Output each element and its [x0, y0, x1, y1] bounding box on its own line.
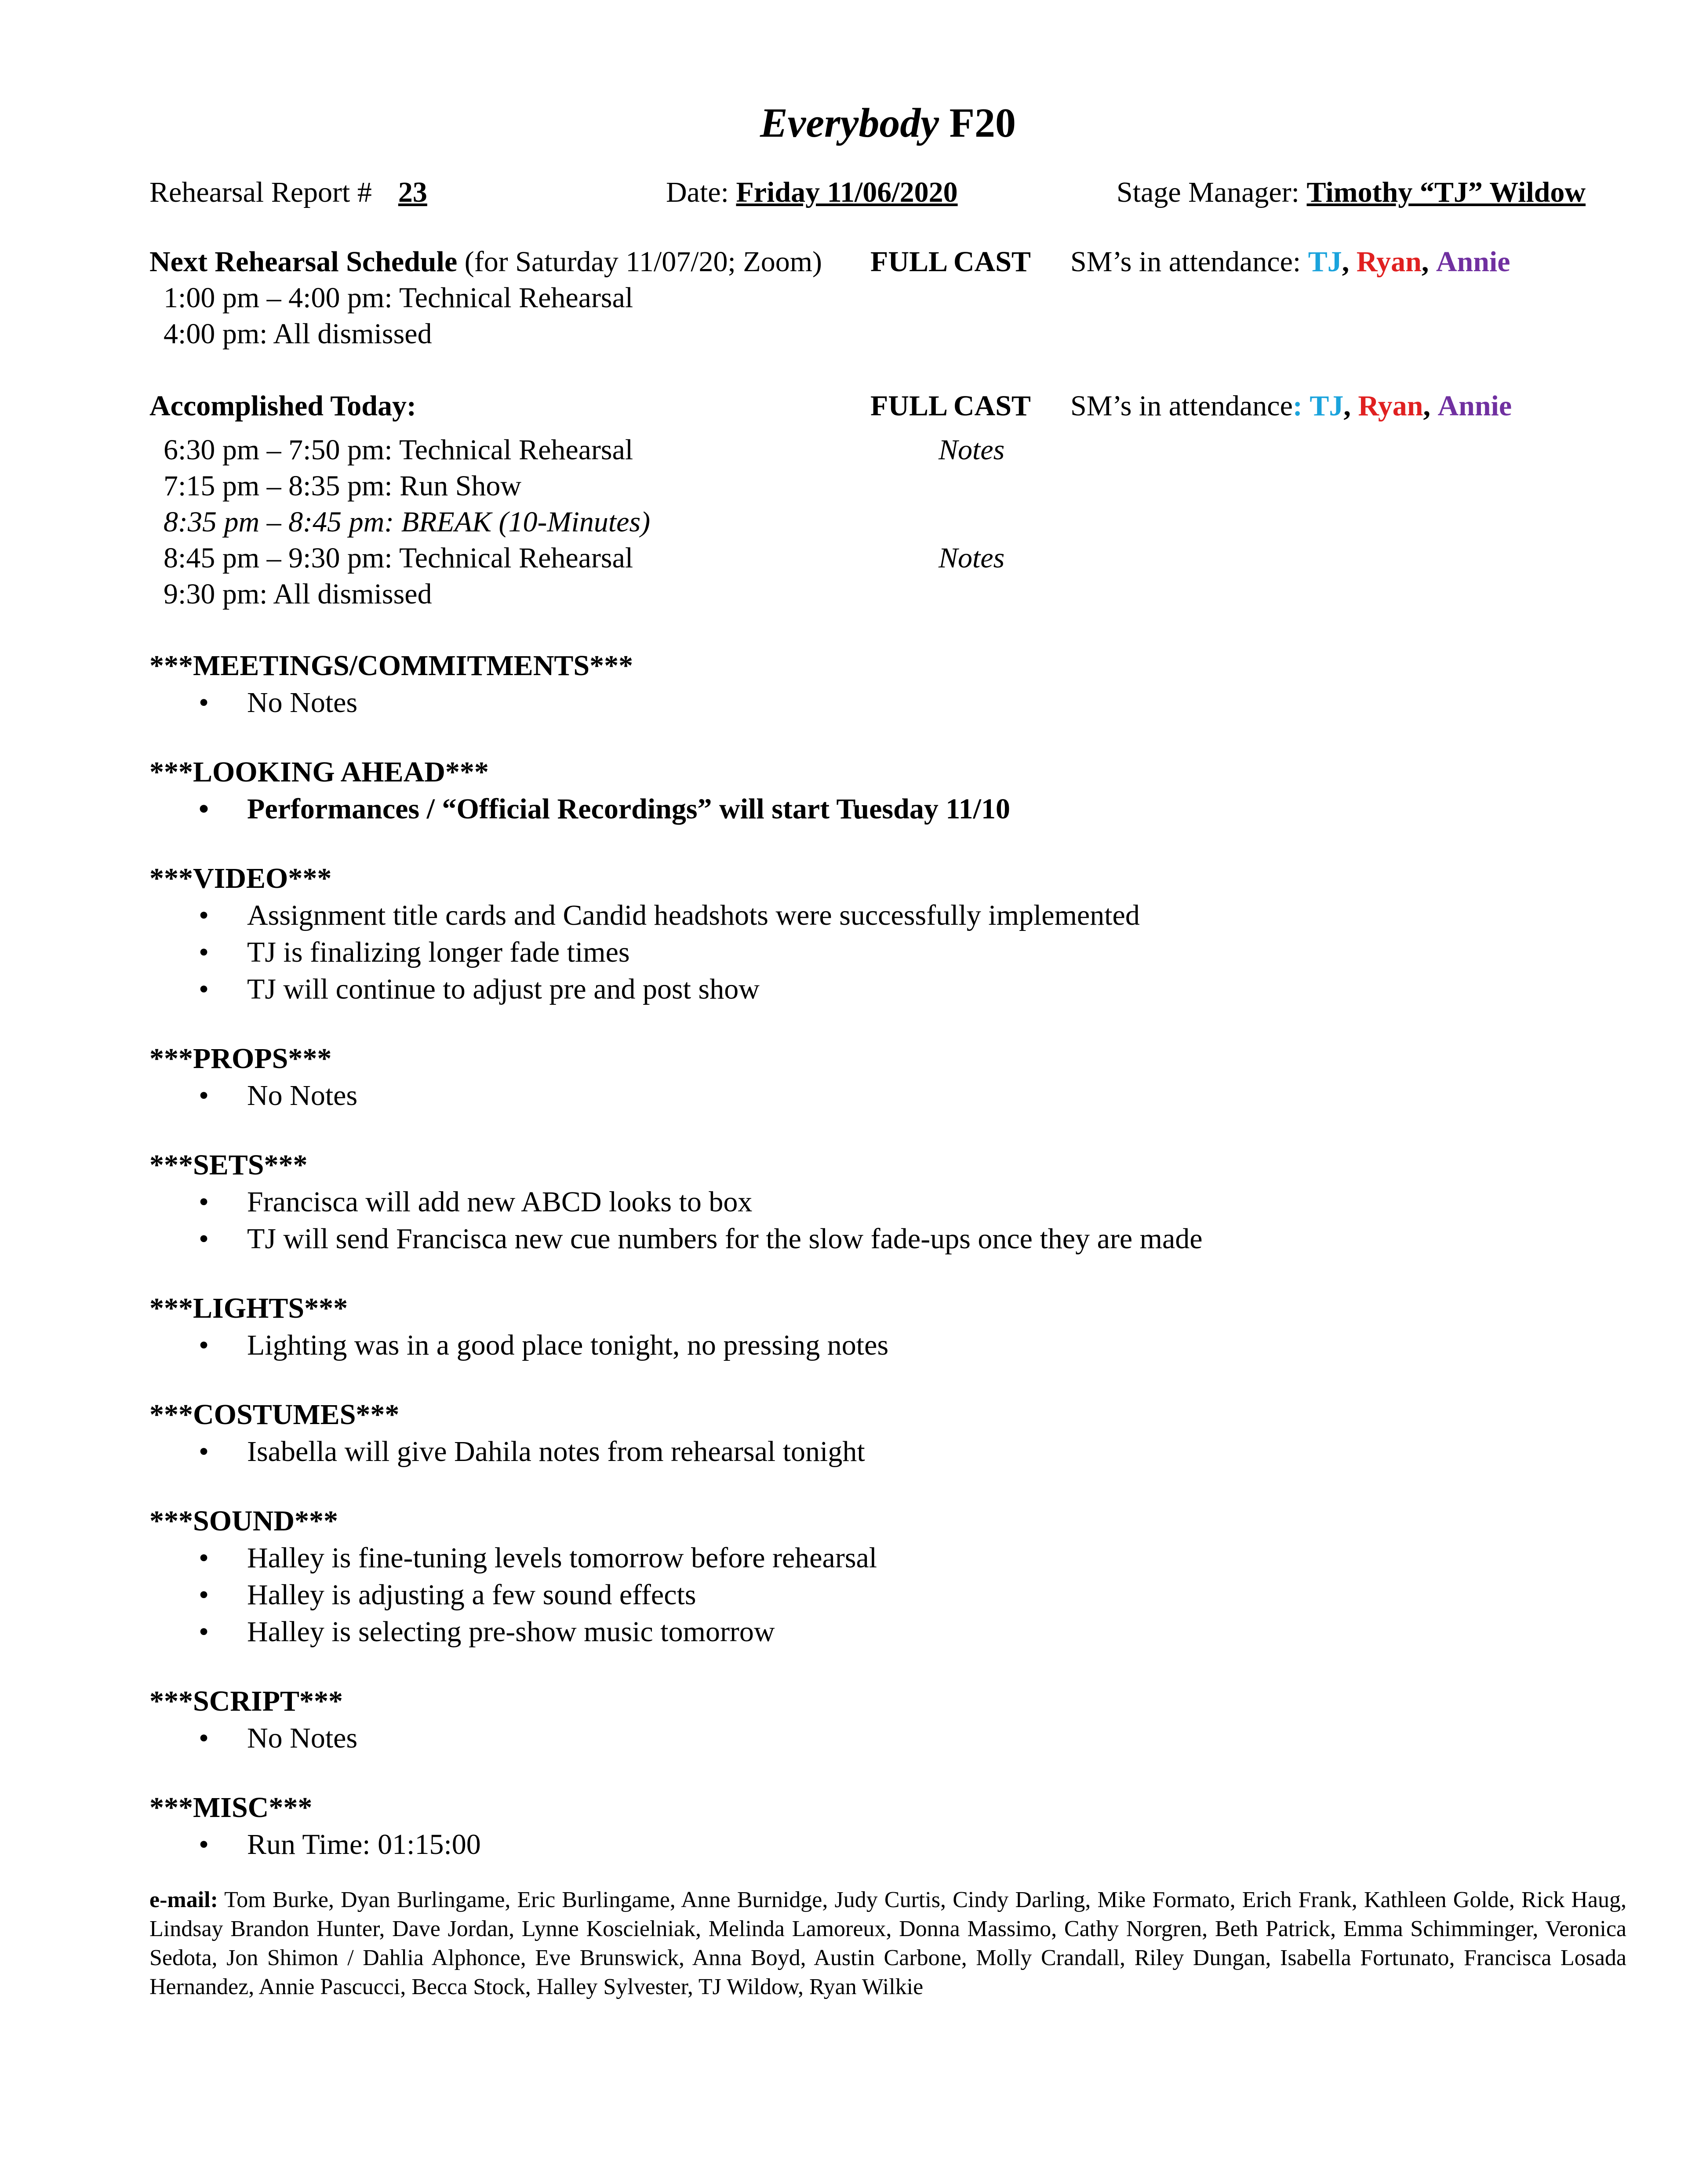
bullet-icon: •	[199, 899, 209, 931]
next-schedule-title: Next Rehearsal Schedule	[149, 246, 458, 278]
section-heading-script: ***SCRIPT***	[149, 1685, 343, 1717]
section-list-misc	[149, 1826, 481, 1863]
section-heading-looking-ahead: ***LOOKING AHEAD***	[149, 756, 489, 788]
section-list-looking-ahead	[149, 791, 1010, 828]
accomplished-cast: FULL CAST	[870, 390, 1031, 422]
bullet-icon: •	[199, 1542, 209, 1574]
report-number-row	[149, 174, 454, 211]
list-item: • Francisca will add new ABCD looks to box	[149, 1184, 1203, 1221]
section-heading-props: ***PROPS***	[149, 1043, 332, 1075]
accomplished-sm-label: SM’s in attendance	[1070, 390, 1293, 422]
section-heading-sets: ***SETS***	[149, 1149, 308, 1181]
list-item: • TJ will continue to adjust pre and post show	[149, 971, 1140, 1008]
list-item: • Isabella will give Dahila notes from rehearsal tonight	[149, 1433, 865, 1470]
date-value: Friday 11/06/2020	[736, 176, 958, 208]
accomplished-item: 7:15 pm – 8:35 pm: Run Show	[164, 470, 522, 502]
list-item: • Halley is selecting pre-show music tomorrow	[149, 1613, 877, 1650]
bullet-icon: •	[199, 1079, 209, 1112]
stage-manager-label: Stage Manager:	[1117, 176, 1300, 208]
report-number-value: 23	[398, 176, 427, 208]
list-item: • No Notes	[149, 684, 357, 721]
list-item: • Run Time: 01:15:00	[149, 1826, 481, 1863]
accomplished-sm-ryan: Ryan	[1358, 390, 1423, 422]
email-distribution	[149, 1886, 1626, 2002]
section-heading-video: ***VIDEO***	[149, 862, 332, 894]
date-label: Date:	[666, 176, 729, 208]
section-heading-sound: ***SOUND***	[149, 1505, 338, 1537]
next-sm-label: SM’s in attendance:	[1070, 246, 1301, 278]
list-item: • Halley is adjusting a few sound effects	[149, 1577, 877, 1613]
bullet-icon: •	[199, 793, 209, 825]
list-item: • No Notes	[149, 1077, 357, 1114]
accomplished-item: 6:30 pm – 7:50 pm: Technical Rehearsal	[164, 434, 633, 466]
stage-manager-row	[1117, 174, 1586, 211]
accomplished-sm-attendance: SM’s in attendance: TJ, Ryan, Annie	[1070, 390, 1512, 422]
next-sm-tj: TJ	[1308, 246, 1342, 278]
section-list-video	[149, 897, 1140, 1008]
list-item: • No Notes	[149, 1720, 357, 1757]
next-schedule-sm-attendance: SM’s in attendance: TJ, Ryan, Annie	[1070, 246, 1510, 278]
list-item: • Assignment title cards and Candid headshots were successfully implemented	[149, 897, 1140, 934]
section-heading-misc: ***MISC***	[149, 1792, 313, 1824]
accomplished-item-break: 8:35 pm – 8:45 pm: BREAK (10-Minutes)	[164, 506, 651, 538]
list-item: • Halley is fine-tuning levels tomorrow before rehearsal	[149, 1540, 877, 1577]
email-list: Tom Burke, Dyan Burlingame, Eric Burlingame, Anne Burnidge, Judy Curtis, Cindy Darling, Mike Formato, Erich Frank, Kathleen Golde, Rick Haug, Lindsay Brandon Hunter, Dave Jordan, Lynne Koscielniak, Melinda Lamoreux, Donna Massimo, Cathy Norgren, Beth Patrick, Emma Schimminger, Veronica Sedota, Jon Shimon / Dahlia Alphonce, Eve Brunswick, Anna Boyd, Austin Carbone, Molly Crandall, Riley Dungan, Isabella Fortunato, Francisca Losada Hernandez, Annie Pascucci, Becca Stock, Halley Sylvester, TJ Wildow, Ryan Wilkie	[149, 1887, 1627, 1999]
section-heading-lights: ***LIGHTS***	[149, 1292, 348, 1324]
accomplished-item-note: Notes	[939, 542, 1005, 574]
report-number-label: Rehearsal Report #	[149, 176, 372, 208]
bullet-icon: •	[199, 1722, 209, 1754]
bullet-icon: •	[199, 936, 209, 968]
accomplished-sm-tj: TJ	[1310, 390, 1344, 422]
next-schedule-cast: FULL CAST	[870, 246, 1031, 278]
section-list-lights	[149, 1327, 888, 1364]
bullet-icon: •	[199, 1223, 209, 1255]
bullet-icon: •	[199, 1186, 209, 1218]
section-heading-meetings: ***MEETINGS/COMMITMENTS***	[149, 650, 633, 682]
stage-manager-value: Timothy “TJ” Wildow	[1306, 176, 1586, 208]
accomplished-item: 8:45 pm – 9:30 pm: Technical Rehearsal	[164, 542, 633, 574]
accomplished-item-note: Notes	[939, 434, 1005, 466]
list-item: • Lighting was in a good place tonight, no pressing notes	[149, 1327, 888, 1364]
section-list-props	[149, 1077, 357, 1114]
list-item: • TJ is finalizing longer fade times	[149, 934, 1140, 971]
bullet-icon: •	[199, 1828, 209, 1861]
page-title	[149, 97, 1626, 149]
next-schedule-item: 1:00 pm – 4:00 pm: Technical Rehearsal	[164, 282, 633, 314]
bullet-icon: •	[199, 973, 209, 1005]
bullet-icon: •	[199, 1329, 209, 1361]
section-list-sets	[149, 1184, 1203, 1257]
email-label: e-mail:	[149, 1887, 218, 1912]
section-list-script	[149, 1720, 357, 1757]
section-list-costumes	[149, 1433, 865, 1470]
section-list-sound	[149, 1540, 877, 1650]
next-sm-annie: Annie	[1436, 246, 1510, 278]
bullet-icon: •	[199, 1579, 209, 1611]
title-suffix: F20	[949, 100, 1016, 146]
bullet-icon: •	[199, 687, 209, 719]
accomplished-item: 9:30 pm: All dismissed	[164, 578, 432, 610]
title-show-name: Everybody	[760, 100, 939, 146]
next-schedule-detail: (for Saturday 11/07/20; Zoom)	[464, 246, 822, 278]
list-item: • Performances / “Official Recordings” will start Tuesday 11/10	[149, 791, 1010, 828]
bullet-icon: •	[199, 1435, 209, 1468]
bullet-icon: •	[199, 1616, 209, 1648]
next-sm-ryan: Ryan	[1356, 246, 1422, 278]
list-item: • TJ will send Francisca new cue numbers for the slow fade-ups once they are made	[149, 1221, 1203, 1257]
section-heading-costumes: ***COSTUMES***	[149, 1399, 400, 1431]
date-row	[666, 174, 958, 211]
next-schedule-heading	[149, 243, 822, 280]
accomplished-sm-annie: Annie	[1437, 390, 1512, 422]
accomplished-heading: Accomplished Today:	[149, 390, 416, 422]
next-schedule-item: 4:00 pm: All dismissed	[164, 318, 432, 350]
section-list-meetings	[149, 684, 357, 721]
